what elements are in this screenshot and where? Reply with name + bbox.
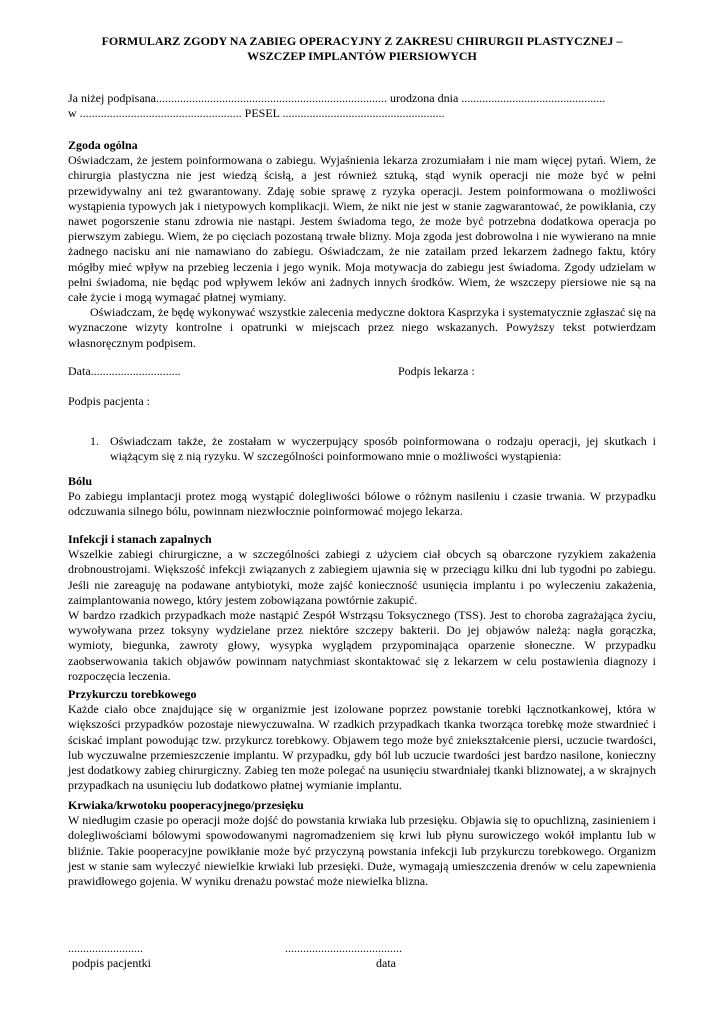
identity-line-1: Ja niżej podpisana............................................................................. urodzona dnia ................................................ (68, 91, 606, 105)
date-caption: data (376, 956, 396, 970)
general-consent-paragraph-1: Oświadczam, że jestem poinformowana o zabiegu. Wyjaśnienia lekarza zrozumiałam i nie mam więcej pytań. Wiem, że chirurgia plastyczna nie jest wiedzą ścisłą, a jest również sztuką, stąd wynik operacji nie może być w pełni przewidywalny ani też gwarantowany. Zdaję sobie sprawę z ryzyka operacji. Jestem poinformowana o możliwości wystąpienia typowych jak i nietypowych komplikacji. Wiem, że nikt nie jest w stanie zagwarantować, że powikłania, czy nawet pogorszenie stanu zdrowia nie nastąpi. Jestem świadoma tego, że może być potrzebna dodatkowa operacja po pierwszym zabiegu. Wiem, że po cięciach pozostaną trwałe blizny. Moja zgoda jest dobrowolna i nie wywierano na mnie żadnego nacisku ani nie namawiano do zabiegu. Oświadczam, że nie zatailam przed lekarzem żadnego faktu, który mógłby mieć wpływ na przebieg leczenia i jego wynik. Moja motywacja do zabiegu jest świadoma. Zgody udzielam w pełni świadoma, nie będąc pod wpływem leków ani żadnych innych środków. Wiem, że wszczepy piersiowe nie są na całe życie i mogą wymagać płatnej wymiany. (68, 153, 656, 305)
infections-section (68, 532, 656, 684)
statement-item-1 (68, 434, 656, 464)
general-consent-heading: Zgoda ogólna (68, 138, 138, 152)
hematoma-heading: Krwiaka/krwotoku pooperacyjnego/przesięku (68, 798, 304, 812)
statement-text: Oświadczam także, że zostałam w wyczerpujący sposób poinformowana o rodzaju operacji, jej skutkach i wiążącym się z nią ryzyku. W szczególności poinformowano mnie o możliwości wystąpienia: (110, 434, 656, 464)
title-line-1: FORMULARZ ZGODY NA ZABIEG OPERACYJNY Z ZAKRESU CHIRURGII PLASTYCZNEJ – (101, 34, 623, 48)
pain-heading: Bólu (68, 474, 93, 488)
doctor-signature-label: Podpis lekarza : (398, 364, 475, 378)
general-consent-section (68, 138, 656, 351)
patient-signature-caption: podpis pacjentki (72, 956, 151, 970)
patient-signature-dots: ......................... (68, 941, 143, 955)
hematoma-text: W niedługim czasie po operacji może dojść do powstania krwiaka lub przesięku. Objawia się to opuchlizną, zasinieniem i dolegliwościami bólowymi spowodowanymi nagromadzeniem się krwi lub płynu surowiczego wokół implantu lub w bliźnie. Takie pooperacyjne powikłanie może być przyczyną powstania infekcji lub przykurczu torebkowego. Organizm jest w stanie sam wyleczyć niewielkie krwiaki lub przesięki. Duże, wymagają umieszczenia drenów w celu zapewnienia prawidłowego gojenia. W wyniku drenażu powstać może niewielka blizna. (68, 813, 656, 889)
general-consent-paragraph-2: Oświadczam, że będę wykonywać wszystkie zalecenia medyczne doktora Kasprzyka i systematycznie zgłaszać się na wyznaczone wizyty kontrolne i opatrunki w miejscach przez niego wskazanych. Powyższy tekst potwierdzam własnoręcznym podpisem. (68, 305, 656, 350)
infections-paragraph-1: Wszelkie zabiegi chirurgiczne, a w szczególności zabiegi z użyciem ciał obcych są obarczone ryzykiem zakażenia drobnoustrojami. Większość infekcji związanych z zabiegiem ujawnia się w przeciągu kilku dni lub tygodni po zabiegu. Jeśli nie zareaguję na podawane antybiotyki, może zajść konieczność usunięcia implantu i po wyleczeniu zakażenia, zaimplantowania nowego, który jestem zobowiązana powtórnie zakupić. (68, 547, 656, 607)
hematoma-section (68, 798, 656, 889)
contracture-text: Każde ciało obce znajdujące się w organizmie jest izolowane poprzez powstanie torebki łącznotkankowej, która w większości przypadków pozostaje niewyczuwalna. W rzadkich przypadkach tkanka tworząca torebkę może stwardnieć i ściskać implant powodując tzw. przykurcz torebkowy. Objawem tego może być zniekształcenie piersi, uczucie twardości, lub wyczuwalne przemieszczenie implantu. W przypadku, gdy ból lub uczucie twardości jest bardzo nasilone, konieczny jest dodatkowy zabieg chirurgiczny. Zabieg ten może polegać na usunięciu stwardniałej tkanki bliznowatej, a w skrajnych przypadkach na usunięciu lub dodatkowo płatnej wymianie implantu. (68, 702, 656, 793)
infections-heading: Infekcji i stanach zapalnych (68, 532, 212, 546)
identity-line-2: w ...................................................... PESEL ...................................................... (68, 106, 445, 120)
pain-section (68, 474, 656, 520)
contracture-section (68, 687, 656, 793)
infections-paragraph-2: W bardzo rzadkich przypadkach może nastąpić Zespół Wstrząsu Toksycznego (TSS). Jest to choroba zagrażająca życiu, wywoływana przez toksyny wydzielane przez niektóre szczepy bakterii. Do jej objawów należą: nagła gorączka, wymioty, biegunka, zawroty głowy, wysypka wyglądem przypominająca oparzenie słoneczne. W przypadku zaobserwowania takich objawów powinnam natychmiast skontaktować się z lekarzem w celu postawienia diagnozy i rozpoczęcia leczenia. (68, 608, 656, 683)
date-field: Data.............................. (68, 364, 181, 378)
date-dots: ....................................... (285, 941, 402, 955)
title-line-2: WSZCZEP IMPLANTÓW PIERSIOWYCH (247, 49, 477, 63)
patient-signature-label: Podpis pacjenta : (68, 394, 150, 408)
document-title (60, 34, 664, 64)
statement-number: 1. (90, 434, 99, 448)
contracture-heading: Przykurczu torebkowego (68, 687, 197, 701)
pain-text: Po zabiegu implantacji protez mogą wystąpić dolegliwości bólowe o różnym nasileniu i czasie trwania. W przypadku odczuwania silnego bólu, powinnam niezwłocznie poinformować mojego lekarza. (68, 489, 656, 519)
